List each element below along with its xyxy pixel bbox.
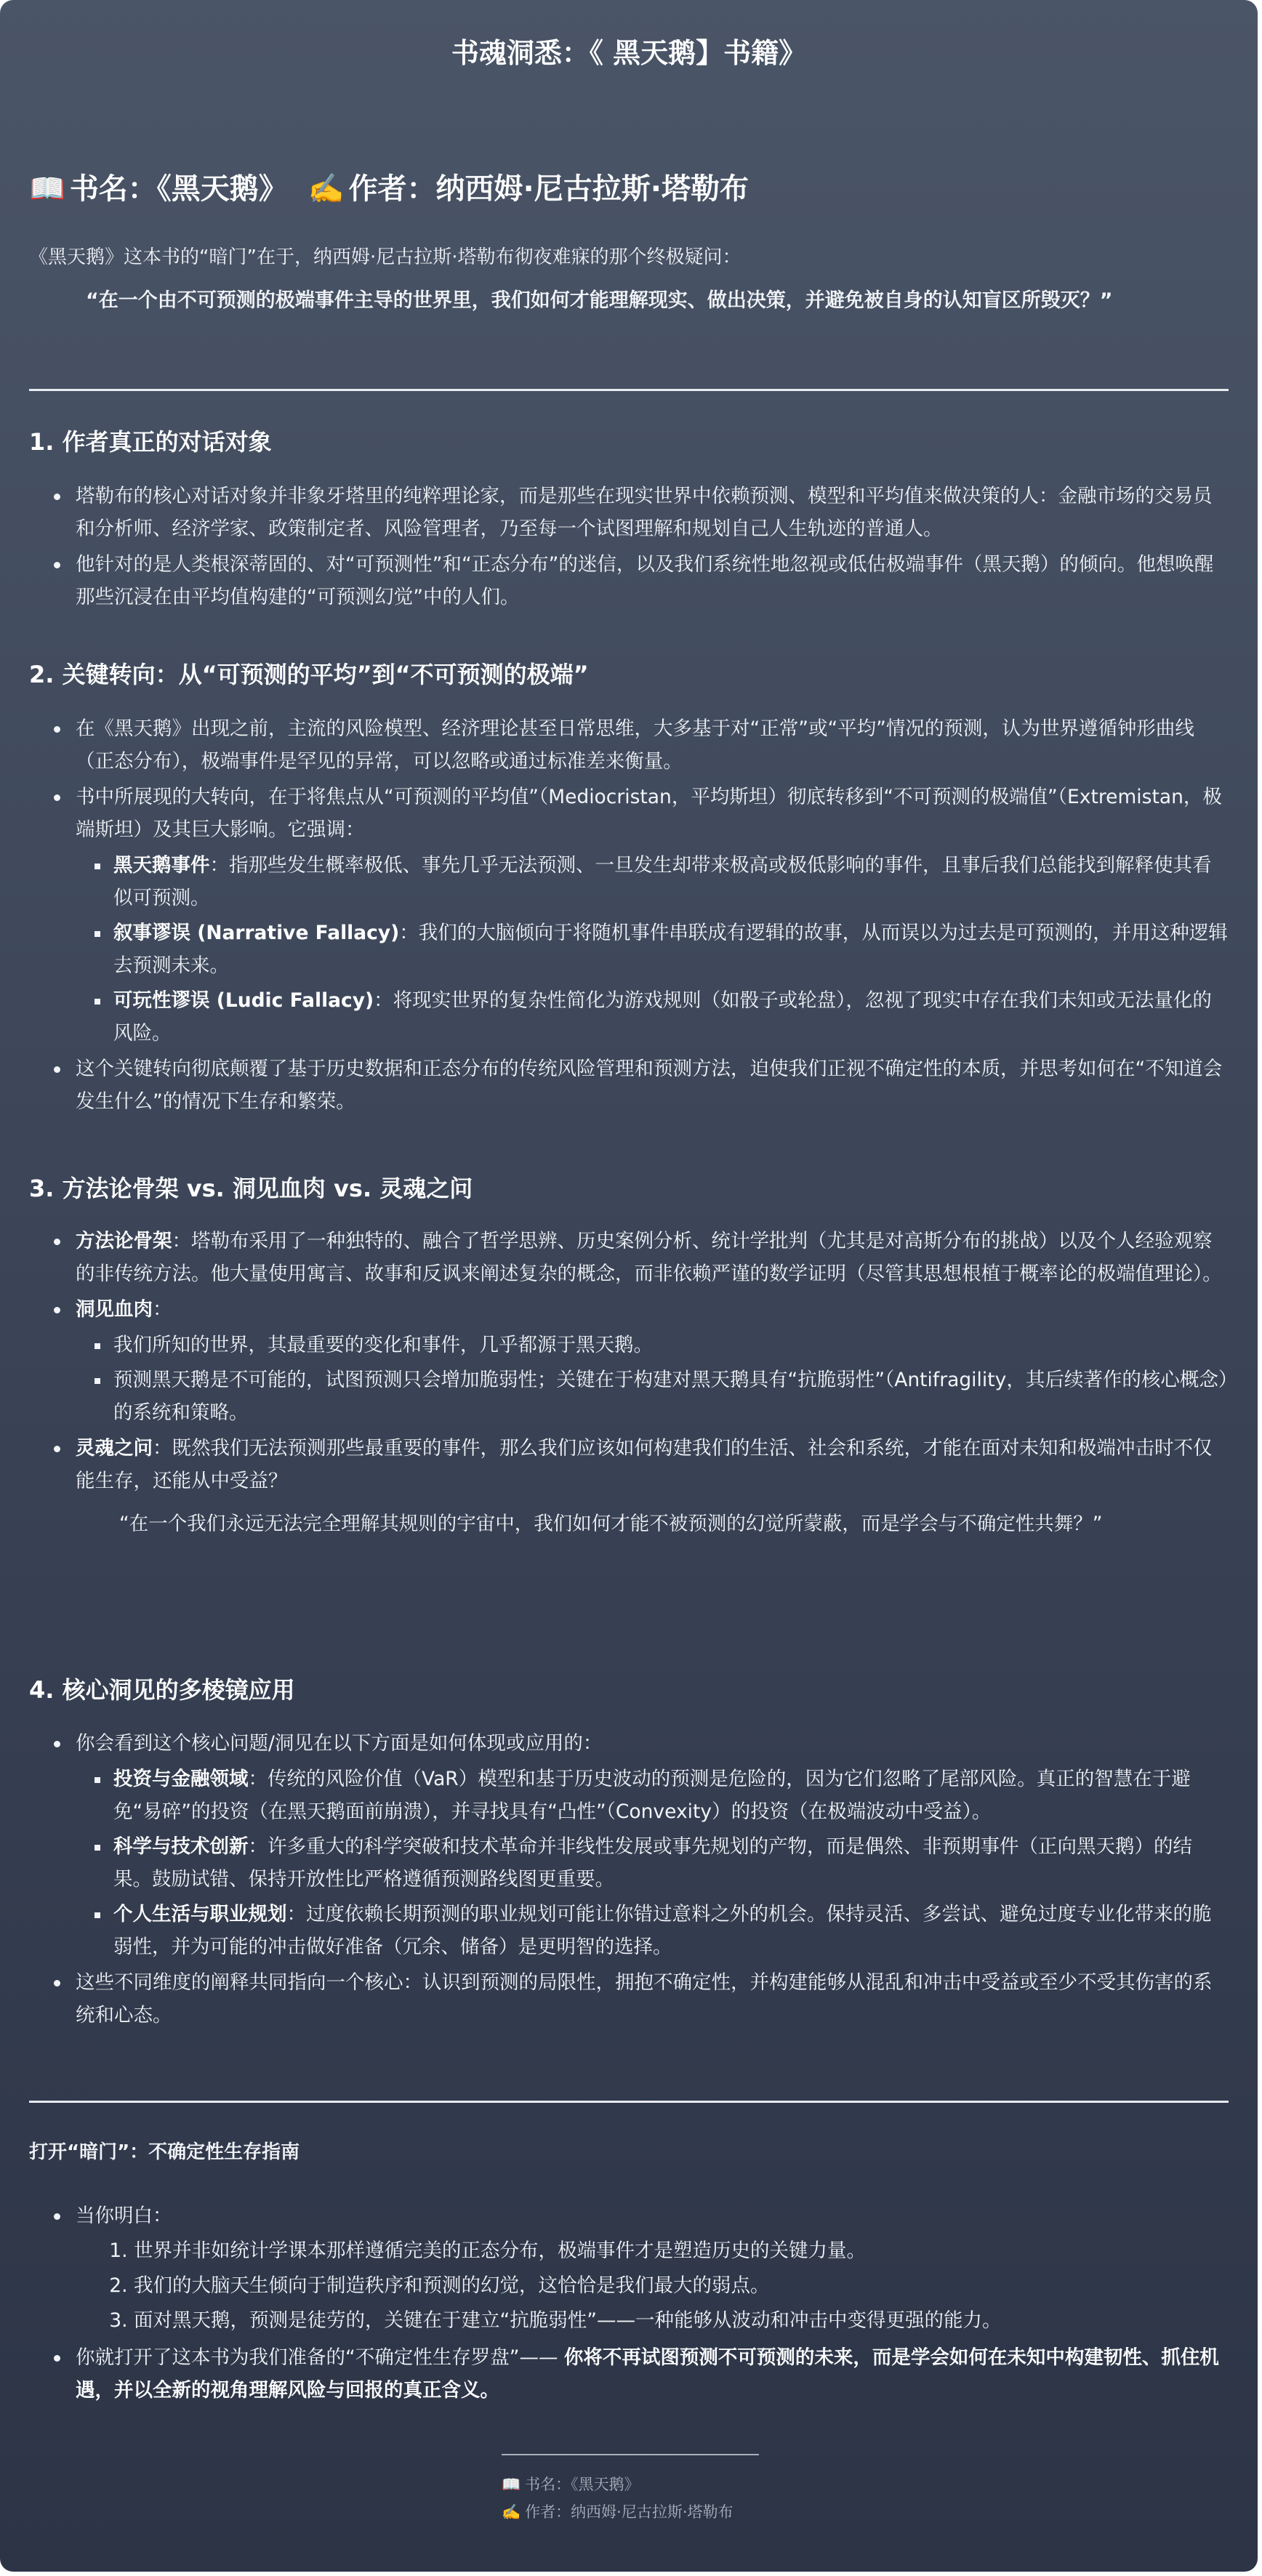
definition: ：传统的风险价值（VaR）模型和基于历史波动的预测是危险的，因为它们忽略了尾部风险。真正的智慧在于避免“易碎”的投资（在黑天鹅面前崩溃），并寻找具有“凸性”（Convexity）的投资（在极端波动中受益）。 bbox=[113, 1768, 1191, 1823]
list-item bbox=[76, 781, 1229, 1050]
definition: ： bbox=[153, 1298, 172, 1321]
pen-icon: ✍️ bbox=[502, 2503, 521, 2521]
list-item bbox=[76, 1432, 1229, 1541]
conclusion-bold: 你将不再试图预测不可预测的未来，而是学会如何在未知中构建韧性、抓住机遇，并以全新的视角理解风险与回报的真正含义。 bbox=[76, 2346, 1219, 2402]
book-title-label: 书名：《黑天鹅》 bbox=[69, 172, 288, 206]
page-title: 书魂洞悉：《 黑天鹅】书籍》 bbox=[451, 37, 807, 69]
list-item-text: 你就打开了这本书为我们准备的“不确定性生存罗盘”—— bbox=[76, 2346, 564, 2369]
definition: ：我们的大脑倾向于将随机事件串联成有逻辑的故事，从而误以为过去是可预测的，并用这种逻辑去预测未来。 bbox=[113, 922, 1228, 977]
book-heading bbox=[29, 166, 1229, 207]
term: 个人生活与职业规划 bbox=[113, 1903, 287, 1925]
sub-list-item bbox=[113, 1898, 1229, 1963]
soul-question-quote: “在一个我们永远无法完全理解其规则的宇宙中，我们如何才能不被预测的幻觉所蒙蔽，而是学会与不确定性共舞？” bbox=[119, 1513, 1103, 1535]
sub-list-item: 预测黑天鹅是不可能的，试图预测只会增加脆弱性；关键在于构建对黑天鹅具有“抗脆弱性”（Antifragility，其后续著作的核心概念）的系统和策略。 bbox=[113, 1364, 1229, 1429]
definition: ：将现实世界的复杂性简化为游戏规则（如骰子或轮盘），忽视了现实中存在我们未知或无法量化的风险。 bbox=[113, 989, 1212, 1045]
numbered-item: 2. 我们的大脑天生倾向于制造秩序和预测的幻觉，这恰恰是我们最大的弱点。 bbox=[134, 2269, 1229, 2303]
pen-icon: ✍️ bbox=[308, 172, 345, 206]
term: 洞见血肉 bbox=[76, 1298, 153, 1321]
term: 投资与金融领域 bbox=[113, 1768, 249, 1790]
term: 黑天鹅事件 bbox=[113, 854, 210, 877]
sub-list-item bbox=[113, 849, 1229, 914]
sub-list-item bbox=[113, 984, 1229, 1050]
footer-divider bbox=[502, 2454, 759, 2455]
list-item: 这些不同维度的阐释共同指向一个核心：认识到预测的局限性，拥抱不确定性，并构建能够从混乱和冲击中受益或至少不受其伤害的系统和心态。 bbox=[76, 1966, 1229, 2032]
list-item: 他针对的是人类根深蒂固的、对“可预测性”和“正态分布”的迷信，以及我们系统性地忽视或低估极端事件（黑天鹅）的倾向。他想唤醒那些沉浸在由平均值构建的“可预测幻觉”中的人们。 bbox=[76, 548, 1229, 613]
sub-list bbox=[76, 849, 1229, 1050]
footer-book-line: 书名：《黑天鹅》 bbox=[525, 2476, 640, 2493]
list-item: 塔勒布的核心对话对象并非象牙塔里的纯粹理论家，而是那些在现实世界中依赖预测、模型和平均值来做决策的人：金融市场的交易员和分析师、经济学家、政策制定者、风险管理者，乃至每一个试图理解和规划自己人生轨迹的普通人。 bbox=[76, 480, 1229, 545]
footer-book bbox=[502, 2473, 640, 2495]
term: 可玩性谬误 (Ludic Fallacy) bbox=[113, 989, 374, 1012]
list-item-text: 书中所展现的大转向，在于将焦点从“可预测的平均值”（Mediocristan，平均斯坦）彻底转移到“不可预测的极端值”（Extremistan，极端斯坦）及其巨大影响。它强调： bbox=[76, 786, 1222, 841]
list-item bbox=[76, 1293, 1229, 1429]
guide-title: 打开“暗门”：不确定性生存指南 bbox=[29, 2141, 300, 2163]
term: 方法论骨架 bbox=[76, 1230, 172, 1252]
numbered-item: 3. 面对黑天鹅，预测是徒劳的，关键在于建立“抗脆弱性”——一种能够从波动和冲击中变得更强的能力。 bbox=[134, 2303, 1229, 2338]
divider bbox=[29, 2101, 1229, 2103]
sub-list-item bbox=[113, 917, 1229, 982]
list-item-text: 你会看到这个核心问题/洞见在以下方面是如何体现或应用的： bbox=[76, 1732, 603, 1755]
definition: ：塔勒布采用了一种独特的、融合了哲学思辨、历史案例分析、统计学批判（尤其是对高斯分布的挑战）以及个人经验观察的非传统方法。他大量使用寓言、故事和反讽来阐述复杂的概念，而非依赖严谨的数学证明（尽管其思想根植于概率论的极端值理论）。 bbox=[76, 1230, 1222, 1285]
sub-list-item: 我们所知的世界，其最重要的变化和事件，几乎都源于黑天鹅。 bbox=[113, 1329, 1229, 1361]
term: 灵魂之问 bbox=[76, 1437, 153, 1460]
definition: ：既然我们无法预测那些最重要的事件，那么我们应该如何构建我们的生活、社会和系统，才能在面对未知和极端冲击时不仅能生存，还能从中受益？ bbox=[76, 1437, 1213, 1492]
list-item: 这个关键转向彻底颠覆了基于历史数据和正态分布的传统风险管理和预测方法，迫使我们正视不确定性的本质，并思考如何在“不知道会发生什么”的情况下生存和繁荣。 bbox=[76, 1052, 1229, 1118]
section-4-list bbox=[76, 1727, 1229, 2034]
divider bbox=[29, 389, 1229, 391]
intro-text: 《黑天鹅》这本书的“暗门”在于，纳西姆·尼古拉斯·塔勒布彻夜难寐的那个终极疑问： bbox=[29, 246, 741, 268]
term: 叙事谬误 (Narrative Fallacy) bbox=[113, 922, 400, 944]
section-3-list bbox=[76, 1225, 1229, 1548]
definition: ：过度依赖长期预测的职业规划可能让你错过意料之外的机会。保持灵活、多尝试、避免过度专业化带来的脆弱性，并为可能的冲击做好准备（冗余、储备）是更明智的选择。 bbox=[113, 1903, 1212, 1958]
guide-list bbox=[76, 2199, 1229, 2410]
book-icon: 📖 bbox=[502, 2476, 521, 2493]
core-question-quote: “在一个由不可预测的极端事件主导的世界里，我们如何才能理解现实、做出决策，并避免被自身的认知盲区所毁灭？” bbox=[86, 289, 1113, 312]
sub-list-item bbox=[113, 1763, 1229, 1828]
definition: ：许多重大的科学突破和技术革命并非线性发展或事先规划的产物，而是偶然、非预期事件（正向黑天鹅）的结果。鼓励试错、保持开放性比严格遵循预测路线图更重要。 bbox=[113, 1835, 1192, 1891]
section-1-list bbox=[76, 480, 1229, 616]
list-item bbox=[76, 2199, 1229, 2338]
numbered-list bbox=[76, 2234, 1229, 2338]
section-4-title: 4. 核心洞见的多棱镜应用 bbox=[29, 1676, 295, 1704]
list-item bbox=[76, 1225, 1229, 1290]
list-item bbox=[76, 2341, 1229, 2407]
list-item-text: 当你明白： bbox=[76, 2205, 172, 2227]
sub-list bbox=[76, 1763, 1229, 1963]
section-2-list bbox=[76, 712, 1229, 1121]
numbered-item: 1. 世界并非如统计学课本那样遵循完美的正态分布，极端事件才是塑造历史的关键力量。 bbox=[134, 2234, 1229, 2269]
book-icon: 📖 bbox=[29, 172, 65, 206]
list-item bbox=[76, 1727, 1229, 1963]
section-1-title: 1. 作者真正的对话对象 bbox=[29, 428, 272, 456]
footer-author-line: 作者：纳西姆·尼古拉斯·塔勒布 bbox=[525, 2503, 734, 2521]
definition: ：指那些发生概率极低、事先几乎无法预测、一旦发生却带来极高或极低影响的事件，且事后我们总能找到解释使其看似可预测。 bbox=[113, 854, 1212, 909]
list-item: 在《黑天鹅》出现之前，主流的风险模型、经济理论甚至日常思维，大多基于对“正常”或“平均”情况的预测，认为世界遵循钟形曲线（正态分布），极端事件是罕见的异常，可以忽略或通过标准差来衡量。 bbox=[76, 712, 1229, 778]
term: 科学与技术创新 bbox=[113, 1835, 249, 1858]
section-3-title: 3. 方法论骨架 vs. 洞见血肉 vs. 灵魂之问 bbox=[29, 1175, 473, 1202]
author-label: 作者：纳西姆·尼古拉斯·塔勒布 bbox=[348, 172, 749, 206]
sub-list-item bbox=[113, 1830, 1229, 1896]
sub-list bbox=[76, 1329, 1229, 1429]
section-2-title: 2. 关键转向：从“可预测的平均”到“不可预测的极端” bbox=[29, 661, 589, 688]
footer-author bbox=[502, 2500, 734, 2522]
